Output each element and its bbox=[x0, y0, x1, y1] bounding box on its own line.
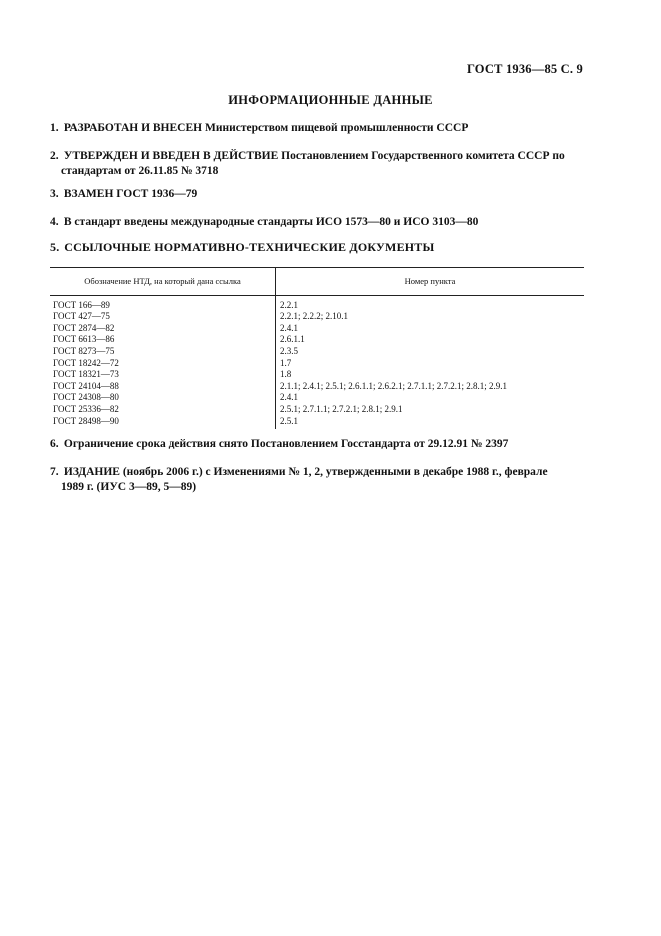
info-item-6 bbox=[50, 437, 590, 452]
item-number: 5. bbox=[50, 240, 60, 254]
item-text: Министерством пищевой промышленности СССР bbox=[202, 122, 469, 134]
column-header-document: Обозначение НТД, на который дана ссылка bbox=[50, 268, 276, 296]
info-item-3 bbox=[50, 187, 590, 202]
cell-document: ГОСТ 2874—82 bbox=[50, 323, 276, 335]
info-item-7 bbox=[50, 465, 590, 494]
cell-points: 2.6.1.1 bbox=[280, 334, 305, 345]
table-row bbox=[50, 381, 584, 393]
item-bold-lead: ИЗДАНИЕ bbox=[63, 466, 120, 478]
cell-document: ГОСТ 25336—82 bbox=[50, 404, 276, 416]
column-header-points: Номер пункта bbox=[276, 268, 585, 296]
cell-points: 2.3.5 bbox=[280, 345, 298, 356]
section-title: ИНФОРМАЦИОННЫЕ ДАННЫЕ bbox=[228, 93, 433, 107]
info-item-1 bbox=[50, 121, 590, 136]
table-row bbox=[50, 311, 584, 323]
cell-document: ГОСТ 166—89 bbox=[50, 295, 276, 311]
cell-points: 2.5.1; 2.7.1.1; 2.7.2.1; 2.8.1; 2.9.1 bbox=[280, 403, 403, 414]
cell-document: ГОСТ 28498—90 bbox=[50, 416, 276, 430]
table-header-row bbox=[50, 268, 584, 296]
table-row bbox=[50, 323, 584, 335]
item-text: (ноябрь 2006 г.) с Изменениями № 1, 2, утвержденными в декабре 1988 г., феврале bbox=[119, 466, 548, 478]
item-text: ГОСТ 1936—79 bbox=[113, 188, 198, 200]
info-item-5 bbox=[50, 240, 590, 255]
item-text: Постановлением Государственного комитета СССР по bbox=[278, 150, 565, 162]
item-continuation: стандартам от 26.11.85 № 3718 bbox=[61, 164, 219, 177]
cell-document: ГОСТ 18321—73 bbox=[50, 369, 276, 381]
reference-documents-table bbox=[50, 267, 584, 429]
cell-points: 2.1.1; 2.4.1; 2.5.1; 2.6.1.1; 2.6.2.1; 2.7.1.1; 2.7.2.1; 2.8.1; 2.9.1 bbox=[280, 380, 508, 391]
cell-points: 2.5.1 bbox=[280, 415, 298, 426]
cell-points: 1.7 bbox=[280, 357, 292, 368]
cell-points: 2.2.1 bbox=[280, 299, 298, 310]
item-number: 6. bbox=[50, 438, 59, 450]
table-row bbox=[50, 369, 584, 381]
item-text: В стандарт введены международные стандарты ИСО 1573—80 и ИСО 3103—80 bbox=[61, 216, 479, 228]
table-row bbox=[50, 334, 584, 346]
table-row bbox=[50, 392, 584, 404]
item-number: 2. bbox=[50, 150, 59, 162]
table-row bbox=[50, 358, 584, 370]
item-number: 7. bbox=[50, 466, 59, 478]
cell-document: ГОСТ 18242—72 bbox=[50, 358, 276, 370]
cell-document: ГОСТ 24104—88 bbox=[50, 381, 276, 393]
info-item-4 bbox=[50, 215, 590, 230]
cell-document: ГОСТ 8273—75 bbox=[50, 346, 276, 358]
item-number: 1. bbox=[50, 122, 59, 134]
item-number: 3. bbox=[50, 188, 59, 200]
cell-document: ГОСТ 6613—86 bbox=[50, 334, 276, 346]
info-item-2 bbox=[50, 149, 590, 178]
item-text: Ограничение срока действия снято Постановлением Госстандарта от 29.12.91 № 2397 bbox=[61, 438, 509, 450]
table-row bbox=[50, 295, 584, 311]
item-continuation: 1989 г. (ИУС 3—89, 5—89) bbox=[61, 480, 197, 493]
item-number: 4. bbox=[50, 216, 59, 228]
item-bold-lead: ВЗАМЕН bbox=[63, 188, 114, 200]
page-header-doc-ref: ГОСТ 1936—85 С. 9 bbox=[466, 62, 583, 76]
cell-document: ГОСТ 427—75 bbox=[50, 311, 276, 323]
cell-points: 1.8 bbox=[280, 369, 292, 380]
cell-points: 2.4.1 bbox=[280, 322, 298, 333]
cell-points: 2.2.1; 2.2.2; 2.10.1 bbox=[280, 311, 349, 322]
table-row bbox=[50, 346, 584, 358]
item-bold-lead: УТВЕРЖДЕН И ВВЕДЕН В ДЕЙСТВИЕ bbox=[63, 150, 279, 162]
cell-document: ГОСТ 24308—80 bbox=[50, 392, 276, 404]
cell-points: 2.4.1 bbox=[280, 392, 298, 403]
table-row bbox=[50, 404, 584, 416]
table-row bbox=[50, 416, 584, 430]
item-bold-lead: РАЗРАБОТАН И ВНЕСЕН bbox=[63, 122, 203, 134]
item-text: ССЫЛОЧНЫЕ НОРМАТИВНО-ТЕХНИЧЕСКИЕ ДОКУМЕНТЫ bbox=[61, 240, 435, 254]
